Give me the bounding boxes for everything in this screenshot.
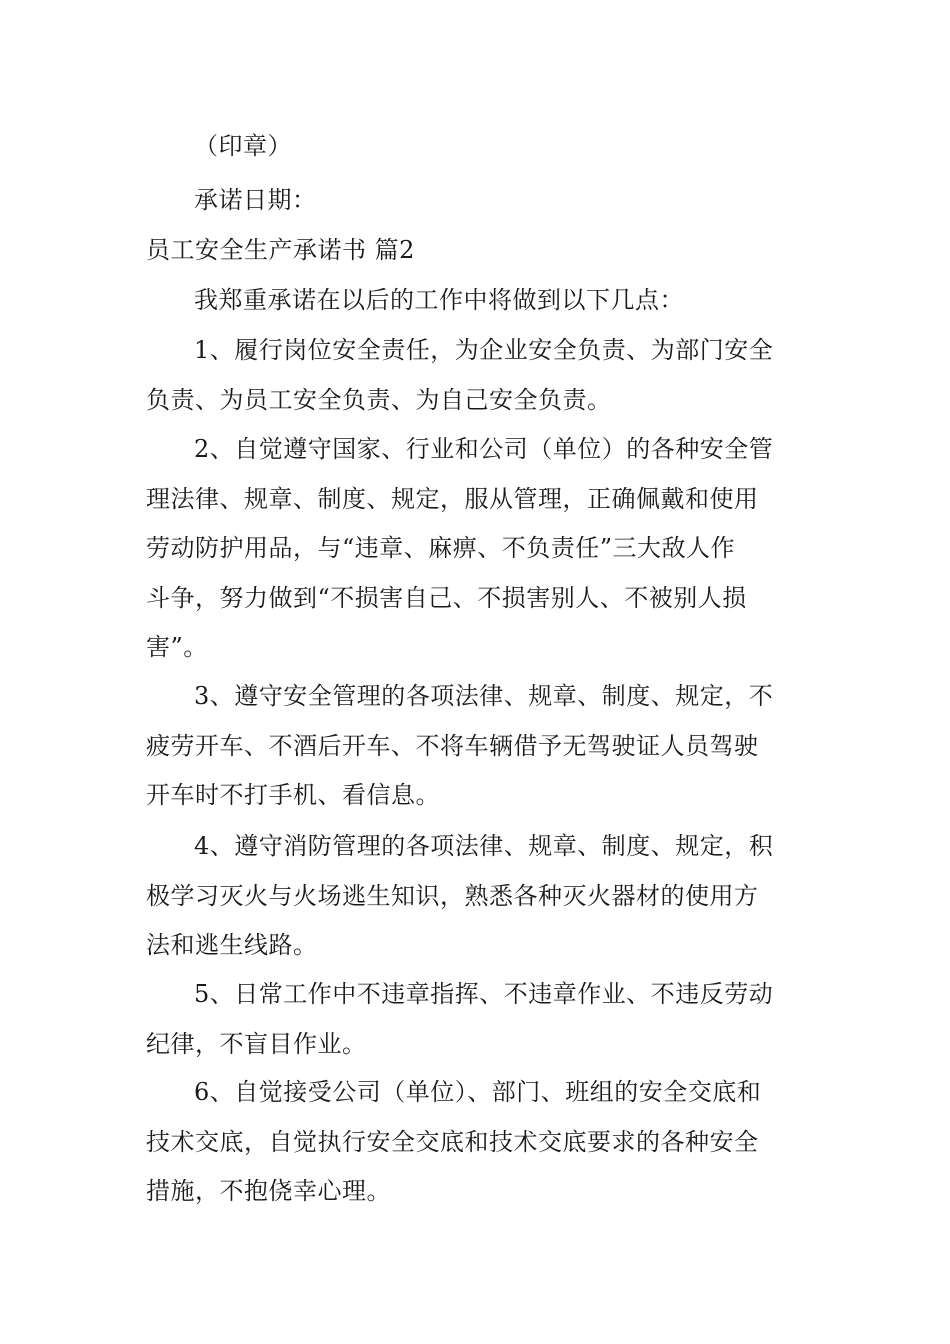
section-heading-text: 员工安全生产承诺书 篇2 [146, 236, 415, 264]
paragraph-line: 3、遵守安全管理的各项法律、规章、制度、规定，不 [194, 682, 774, 710]
paragraph-line: 6、自觉接受公司（单位）、部门、班组的安全交底和 [194, 1078, 762, 1106]
paragraph-line: 疲劳开车、不酒后开车、不将车辆借予无驾驶证人员驾驶 [146, 731, 759, 760]
paragraph-line: 极学习灭火与火场逃生知识，熟悉各种灭火器材的使用方 [146, 881, 759, 910]
paragraph-line: 措施，不抱侥幸心理。 [146, 1177, 391, 1205]
commitment-item-6 [146, 1068, 806, 1217]
commitment-item-5 [146, 970, 806, 1069]
section-heading [146, 226, 806, 276]
commitment-item-3 [146, 672, 806, 821]
paragraph-line: 5、日常工作中不违章指挥、不违章作业、不违反劳动 [194, 980, 774, 1008]
paragraph-line: 害”。 [146, 633, 208, 661]
paragraph-line: 4、遵守消防管理的各项法律、规章、制度、规定，积 [194, 832, 774, 860]
intro-text: 我郑重承诺在以后的工作中将做到以下几点： [194, 286, 684, 314]
paragraph-line: 理法律、规章、制度、规定，服从管理，正确佩戴和使用 [146, 484, 759, 513]
seal-label-text: （印章） [194, 132, 292, 160]
paragraph-line: 斗争，努力做到“不损害自己、不损害别人、不被别人损 [146, 583, 747, 612]
commitment-item-1 [146, 326, 806, 425]
paragraph-line: 纪律，不盲目作业。 [146, 1029, 367, 1058]
date-label-text: 承诺日期： [194, 186, 317, 214]
paragraph-line: 劳动防护用品，与“违章、麻痹、不负责任”三大敌人作 [146, 534, 736, 562]
paragraph-line: 法和逃生线路。 [146, 931, 318, 959]
seal-label [146, 122, 854, 172]
paragraph-line: 负责、为员工安全负责、为自己安全负责。 [146, 385, 612, 414]
date-label [146, 176, 854, 226]
commitment-item-4 [146, 822, 806, 971]
paragraph-line: 1、履行岗位安全责任，为企业安全负责、为部门安全 [194, 336, 774, 364]
paragraph-line: 开车时不打手机、看信息。 [146, 781, 440, 809]
commitment-item-2 [146, 425, 806, 673]
paragraph-line: 技术交底，自觉执行安全交底和技术交底要求的各种安全 [146, 1127, 759, 1156]
intro-paragraph [146, 276, 854, 326]
paragraph-line: 2、自觉遵守国家、行业和公司（单位）的各种安全管 [194, 435, 774, 463]
